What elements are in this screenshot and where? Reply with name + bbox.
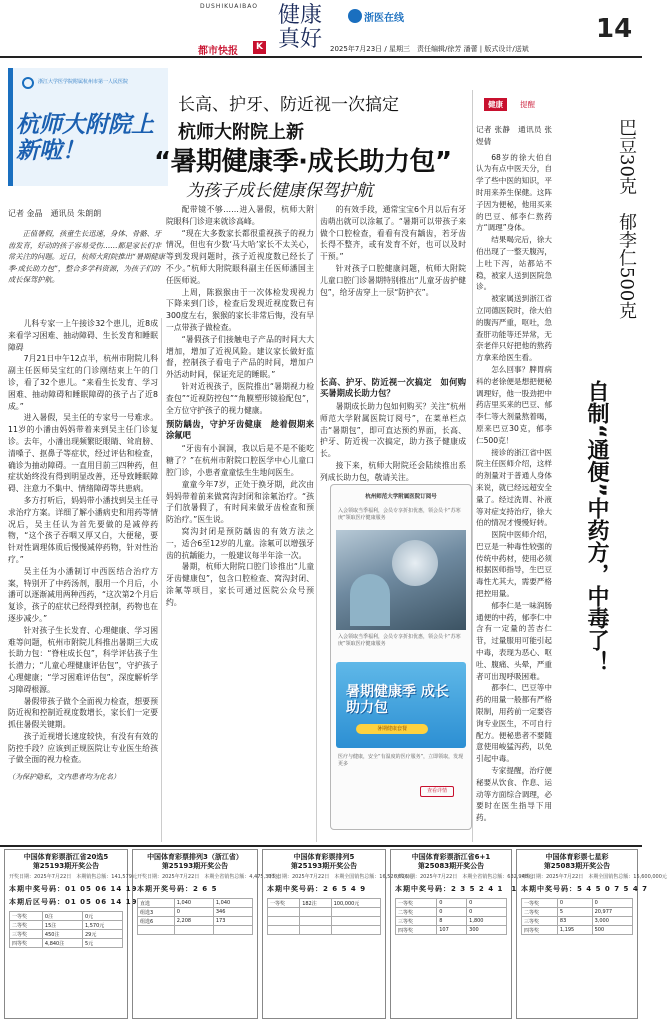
phone-header: 杭州师范大学附属医院订阅号 xyxy=(365,494,437,500)
article-title-line-2: “暑期健康季·成长助力包” xyxy=(154,147,452,177)
lottery-prize-table xyxy=(137,898,253,935)
table-cell: 1,040 xyxy=(174,899,213,908)
page-header xyxy=(0,0,642,58)
lottery-card xyxy=(516,849,667,1019)
table-cell: 组选3 xyxy=(138,908,175,917)
table-cell: 346 xyxy=(213,908,252,917)
table-cell: 0注 xyxy=(42,912,82,921)
surgical-lamp-shape xyxy=(392,540,438,586)
subheading: 预防龋齿，守护牙齿健康 趁着假期来涂氟吧 xyxy=(166,419,314,441)
paragraph: 的有效手段，通常宝宝6个月以后有牙齿萌出就可以涂氟了。“暑期可以带孩子来做个口腔检查，看看有没有龋齿，若牙齿长得不整齐，或有发育不好，也可以及时干预。” xyxy=(320,205,466,262)
table-cell: 四等奖 xyxy=(396,926,437,935)
lottery-numbers: 本期中奖号码：2 3 5 2 4 1 1 xyxy=(395,885,518,893)
table-cell: 100,000元 xyxy=(331,899,380,908)
table-cell: 450注 xyxy=(42,930,82,939)
lottery-prize-table xyxy=(395,898,507,935)
table-cell: 300 xyxy=(467,926,507,935)
lottery-numbers: 本期中奖号码：2 6 5 4 9 xyxy=(267,885,367,893)
paragraph: 孩子近视增长速度较快，有没有有效的防控手段？应该到正规医院让专业医生给孩子做全面的视力检查。 xyxy=(8,731,158,765)
article-title-line-1: 杭师大附院上新 xyxy=(178,122,304,143)
paragraph: 都李仁、巴豆等中药的用量一般都有严格限制，用药前一定要咨询专业医生，不可自行配方。便秘患者不要随意使用峻猛泻药，以免引起中毒。 xyxy=(476,683,552,764)
table-row xyxy=(268,899,381,908)
table-cell: 8 xyxy=(437,917,467,926)
lottery-subtitle: 开奖日期：2025年7月22日 本期全国销售总额：15,600,000元 xyxy=(521,874,667,880)
paragraph: 郁李仁是一味润肠通便的中药，郁李仁中含有一定量的苦杏仁苷，过量服用可能引起中毒，表现为恶心、呕吐、腹痛、头晕，严重者可出现呼吸困难。 xyxy=(476,600,552,681)
paragraph: 上周，陈猴猴由于一次体检发现视力下降来到门诊，检查后发现近视度数已有300度左右，猴猴的家长非常后悔，没有早一点带孩子做检查。 xyxy=(166,287,314,332)
brand-k-logo: K xyxy=(253,41,266,54)
table-cell: 1,570元 xyxy=(82,921,122,930)
table-row xyxy=(10,939,123,948)
lottery-numbers: 本期中奖号码：01 05 06 14 19 xyxy=(9,885,138,893)
paragraph: 窝沟封闭是预防龋齿的有效方法之一，适合6至12岁的儿童。涂氟可以增强牙齿的抗龋能力，一般建议每半年涂一次。 xyxy=(166,526,314,560)
table-row xyxy=(138,908,253,917)
table-cell xyxy=(331,908,380,917)
table-cell xyxy=(300,908,331,917)
table-cell: 二等奖 xyxy=(522,908,558,917)
article-column-3 xyxy=(320,204,466,372)
table-row xyxy=(268,926,381,935)
paragraph: 多方打听后，妈妈带小潘找到吴主任寻求治疗方案。详细了解小潘病史和用药等情况后，吴主任认为首先要做的是减停药物，“这个孩子吞咽又厚又白，大便秘，要针对性调理体质后慢慢减停药物，针对性治疗。” xyxy=(8,495,158,564)
sidebar-column xyxy=(476,124,552,842)
table-cell: 15注 xyxy=(42,921,82,930)
sidebar-title-a: 巴豆30克 郁李仁500克 xyxy=(616,118,637,320)
online-logo-text: 浙医在线 xyxy=(364,13,404,24)
paragraph: 68岁的徐大伯自认为有点中医天分，自学了些中医的知识，平时用来养生保健。这阵子因为便秘，他用买来的巴豆、郁李仁熬药方“调理”身体。 xyxy=(476,152,552,233)
subheading: 长高、护牙、防近视一次搞定 如何购买暑期成长助力包？ xyxy=(320,377,466,398)
table-cell: 3,000 xyxy=(592,917,632,926)
table-row xyxy=(396,908,507,917)
table-cell: 一等奖 xyxy=(396,899,437,908)
table-row xyxy=(522,926,633,935)
table-row xyxy=(138,926,253,935)
paragraph: 结果喝完后，徐大伯出现了一整天腹泻，上吐下泻，站都站不稳，被家人送到医院急诊。 xyxy=(476,235,552,292)
table-cell: 0 xyxy=(467,899,507,908)
article-column-1 xyxy=(8,318,158,842)
table-cell xyxy=(268,926,300,935)
table-cell: 182注 xyxy=(300,899,331,908)
banner-title: 杭师大附院上新啦！ xyxy=(16,112,154,164)
table-cell: 直选 xyxy=(138,899,175,908)
lottery-prize-table xyxy=(521,898,633,935)
section-title-line-2: 真好 xyxy=(278,27,323,52)
table-cell: 组选6 xyxy=(138,917,175,926)
table-cell xyxy=(331,926,380,935)
banner-org-name: 浙江大学医学院附属杭州市第一人民医院 xyxy=(38,79,129,85)
lottery-numbers: 本期中奖号码：5 4 5 0 7 5 4 7 xyxy=(521,885,649,893)
table-cell xyxy=(138,926,175,935)
table-cell: 二等奖 xyxy=(10,921,43,930)
lottery-card xyxy=(390,849,533,1019)
lottery-title: 中国体育彩票排列3（浙江省） 第25193期开奖公告 xyxy=(147,853,243,870)
table-cell: 1,195 xyxy=(557,926,592,935)
paragraph: 吴主任为小潘制订中西医结合治疗方案，特别开了中药汤剂，服用一个月后，小潘可以逐渐减用两种西药，“这次第2个月后复诊，孩子的症状已经得到控制，药物也在逐步减少。” xyxy=(8,566,158,623)
brand-name: 都市快报 xyxy=(198,46,238,57)
lottery-prize-table xyxy=(9,911,123,948)
paragraph: 儿科专家一上午接诊32个患儿，近8成来看学习困难、抽动障碍、生长发育和睡眠障碍 xyxy=(8,319,158,352)
table-cell: 一等奖 xyxy=(10,912,43,921)
table-row xyxy=(138,899,253,908)
table-cell: 173 xyxy=(213,917,252,926)
article-column-2 xyxy=(166,204,314,842)
paragraph: 暑期成长助力包如何购买？关注“杭州师范大学附属医院订阅号”，在菜单栏点击“暑期包”，即可直达预约界面，长高、护牙、防近视一次搞定，助力孩子健康成长。 xyxy=(320,402,466,459)
sidebar-title-b: 自制“通便”中药方，中毒了！ xyxy=(584,380,609,673)
table-cell xyxy=(268,917,300,926)
table-cell xyxy=(174,926,213,935)
table-row xyxy=(522,917,633,926)
table-cell: 0 xyxy=(592,899,632,908)
lottery-subtitle: 开奖日期：2025年7月22日 本期全省销售总额：632,948元 xyxy=(395,874,533,880)
table-cell: 三等奖 xyxy=(10,930,43,939)
table-cell: 0 xyxy=(467,908,507,917)
table-row xyxy=(522,908,633,917)
table-cell: 500 xyxy=(592,926,632,935)
table-row xyxy=(396,899,507,908)
paragraph: 7月21日中午12点半，杭州市附院儿科副主任医师吴宝红的门诊刚结束上午的门诊，看了32个患儿。“来看生长发育、学习困难、抽动障碍和睡眠障碍的孩子占了近8成。” xyxy=(8,354,158,411)
paragraph: “牙齿有小洞洞，我以后是不是不能吃糖了？”在杭州市附院口腔医学中心儿童口腔门诊，小患者童童怯生生地问医生。 xyxy=(166,444,314,477)
article-byline: 记者 金晶 通讯员 朱朗朗 xyxy=(8,209,102,218)
table-cell xyxy=(268,908,300,917)
table-row xyxy=(522,899,633,908)
table-cell: 二等奖 xyxy=(396,908,437,917)
column-divider xyxy=(316,204,317,842)
table-cell: 四等奖 xyxy=(10,939,43,948)
hospital-logo-icon xyxy=(22,77,34,89)
lottery-subtitle: 开奖日期：2025年7月22日 本期销售总额：141,579元 xyxy=(9,874,137,880)
footer-divider xyxy=(0,845,642,847)
phone-photo xyxy=(336,530,466,630)
paragraph: 专家提醒，治疗便秘要从饮食、作息、运动等方面综合调理，必要时在医生指导下用药。 xyxy=(476,766,552,823)
paragraph: 医院中医师介绍，巴豆是一种毒性较强的传统中药材，使用必须根据医师指导，生巴豆毒性尤其大，需要严格把控用量。 xyxy=(476,530,552,599)
table-row xyxy=(138,917,253,926)
page-number: 14 xyxy=(596,14,633,44)
table-cell: 20,977 xyxy=(592,908,632,917)
table-cell: 三等奖 xyxy=(396,917,437,926)
phone-footer-note: 医疗与健康，安全“有温度的医疗服务”，立即领取，发现更多 xyxy=(338,754,464,767)
promo-title: 暑期健康季 成长助力包 xyxy=(346,684,449,716)
paragraph: 暑期，杭师大附院口腔门诊推出“儿童牙齿健康包”，包含口腔检查、窝沟封闭、涂氟等项目，家长可通过医院公众号预约。 xyxy=(166,562,314,607)
lottery-prize-table xyxy=(267,898,381,935)
promo-bar: 暑期健康套餐 xyxy=(356,724,428,734)
paragraph: 接下来，杭师大附院还会陆续推出系列成长助力包，敬请关注。 xyxy=(320,460,466,482)
table-cell xyxy=(213,926,252,935)
article-lead: 正值暑假，孩童生长迅速，身体、骨骼、牙齿发育，好动的孩子容易受伤……都是家长们非常关注的问题。近日，杭师大附院推出“暑期健康季·成长助力包”，整合多学科资源，为孩子们的成长保驾护航。 xyxy=(8,229,165,284)
table-cell: 107 xyxy=(437,926,467,935)
table-cell xyxy=(300,917,331,926)
table-cell: 29元 xyxy=(82,930,122,939)
article-pre-title: 长高、护牙、防近视一次搞定 xyxy=(178,95,399,115)
table-cell: 三等奖 xyxy=(522,917,558,926)
table-row xyxy=(268,908,381,917)
paragraph: 进入暑假，吴主任的专家号一号难求。11岁的小潘由妈妈带着来到吴主任门诊复诊。去年，小潘出现频繁眨眼睛、耸肩膀、清嗓子、抠鼻子等症状，经过评估和检查，确诊为抽动障碍。一直用目前三四种药，但症状始终没有得到明显改善，还导致睡眠障碍、注意力不集中、情绪障碍等共患病。 xyxy=(8,413,158,494)
table-cell: 0 xyxy=(437,899,467,908)
lottery-title: 中国体育彩票浙江省20选5 第25193期开奖公告 xyxy=(23,853,109,870)
phone-note-2: 入会领取当季福利，会员专享折扣优惠，领会员卡“苏寒庚”领取医疗健康服务 xyxy=(338,634,461,647)
column-divider xyxy=(161,318,162,842)
online-logo-icon xyxy=(348,9,362,23)
table-cell: 4,840注 xyxy=(42,939,82,948)
section-title xyxy=(278,4,322,52)
paragraph: 配带镜不够……进入暑假，杭师大附院眼科门诊迎来就诊高峰。 xyxy=(166,205,314,226)
lottery-title: 中国体育彩票浙江省6+1 第25083期开奖公告 xyxy=(411,853,491,870)
phone-view-button[interactable]: 查看详情 xyxy=(420,786,454,797)
paragraph: 怎么回事？脾胃病科的老徐便是想把便秘调理好，他一股劲把中药店里买来的巴豆、郁李仁等大剂量熬着喝，原来巴豆30克，郁李仁500克！ xyxy=(476,364,552,445)
lottery-title: 中国体育彩票七星彩 第25083期开奖公告 xyxy=(543,853,611,870)
brand-pinyin: DUSHIKUAIBAO xyxy=(200,3,258,10)
table-cell: 0 xyxy=(437,908,467,917)
table-row xyxy=(268,917,381,926)
table-cell: 0 xyxy=(557,899,592,908)
section-title-line-1: 健康 xyxy=(278,3,323,28)
paragraph: 针对近视孩子，医院推出“暑期视力检查包”“近视防控包”“角膜塑形镜验配包”，全方位守护孩子的视力健康。 xyxy=(166,381,314,415)
health-tag: 健康 xyxy=(484,98,507,111)
table-cell: 0 xyxy=(174,908,213,917)
lottery-numbers-2: 本期后区号码：01 05 06 14 19 xyxy=(9,898,138,906)
table-cell xyxy=(300,926,331,935)
lottery-subtitle: 开奖日期：2025年7月22日 本期全国销售总额：16,526,616元 xyxy=(267,874,413,880)
table-row xyxy=(10,930,123,939)
paragraph: 针对孩子口腔健康问题，杭师大附院儿童口腔门诊暑期特别推出“儿童牙齿护健包”，给牙齿穿上一层“防护衣”。 xyxy=(320,263,466,297)
lottery-card xyxy=(4,849,138,1019)
paragraph: 接诊的浙江省中医院主任医师介绍，这样的剂量对于普通人身体来说，就已经远超安全量了。经过洗胃、补液等对症支持治疗，徐大伯的情况才慢慢好转。 xyxy=(476,447,552,528)
table-row xyxy=(396,917,507,926)
table-cell xyxy=(331,917,380,926)
table-cell: 5 xyxy=(557,908,592,917)
table-cell: 四等奖 xyxy=(522,926,558,935)
paragraph: 针对孩子生长发育、心理健康、学习困难等问题，杭州市附院儿科推出暑期三大成长助力包：“脊柱成长包”，科学评估孩子生长潜力；“儿童心理健康评估包”，守护孩子心理健康；“学习困难评估包”，深度解析学习障碍根源。 xyxy=(8,625,158,694)
table-cell: 一等奖 xyxy=(522,899,558,908)
article-subtitle: 为孩子成长健康保驾护航 xyxy=(186,181,373,201)
paragraph: （为保护隐私，文内患者均为化名） xyxy=(8,773,120,782)
lottery-subtitle: 开奖日期：2025年7月22日 本期全省销售总额：4,475,303元 xyxy=(137,874,280,880)
lottery-title: 中国体育彩票排列5 第25193期开奖公告 xyxy=(290,853,358,870)
paragraph: “暑假孩子们接触电子产品的时间大大增加，增加了近视风险。建议家长做好监督，控制孩子看电子产品的时间，增加户外活动时间，保证充足的睡眠。” xyxy=(166,334,314,380)
table-cell: 2,208 xyxy=(174,917,213,926)
table-cell: 0元 xyxy=(82,912,122,921)
table-cell: 1,800 xyxy=(467,917,507,926)
lottery-numbers: 本期开奖号码：2 6 5 xyxy=(137,885,218,893)
header-meta: 2025年7月23日 / 星期三 责任编辑/徐芳 潘蕾 | 版式设计/送斌 xyxy=(330,45,529,53)
table-row xyxy=(10,921,123,930)
table-cell: 1,040 xyxy=(213,899,252,908)
table-cell: 一等奖 xyxy=(268,899,300,908)
table-cell: 83 xyxy=(557,917,592,926)
table-cell: 5元 xyxy=(82,939,122,948)
paragraph: “现在大多数家长都很重视孩子的视力情况，但也有少数‘马大哈’家长不太关心，等到发现问题时，孩子近视度数已经长了不少。”杭师大附院眼科副主任医师潘国主任医师说。 xyxy=(166,228,314,285)
paragraph: 暑假带孩子做个全面视力检查，想要预防近视和控制近视度数增长，家长们一定要抓住暑假关键期。 xyxy=(8,696,158,730)
health-tag-2: 提醒 xyxy=(520,100,535,109)
table-row xyxy=(396,926,507,935)
doctor-shape xyxy=(350,574,390,626)
phone-note: 入会领取当季福利，会员专享折扣优惠，领会员卡“苏寒庚”领取医疗健康服务 xyxy=(338,508,461,521)
table-row xyxy=(10,912,123,921)
column-divider xyxy=(472,90,473,842)
paragraph: 被家属送到浙江省立同德医院时，徐大伯的腹泻严重，呕吐，急查肝功能等还异常，无奈老伴只好把他的熬药方拿来给医生看。 xyxy=(476,294,552,363)
paragraph: 童童今年7岁，正处于换牙期，此次由妈妈带着前来做窝沟封闭和涂氟治疗。“孩子们放暑假了，有时间来做牙齿检查和预防治疗。”医生说。 xyxy=(166,479,314,525)
sidebar-byline: 记者 张静 通讯员 张煜倩 xyxy=(476,125,552,146)
article-column-3-section xyxy=(320,374,466,482)
